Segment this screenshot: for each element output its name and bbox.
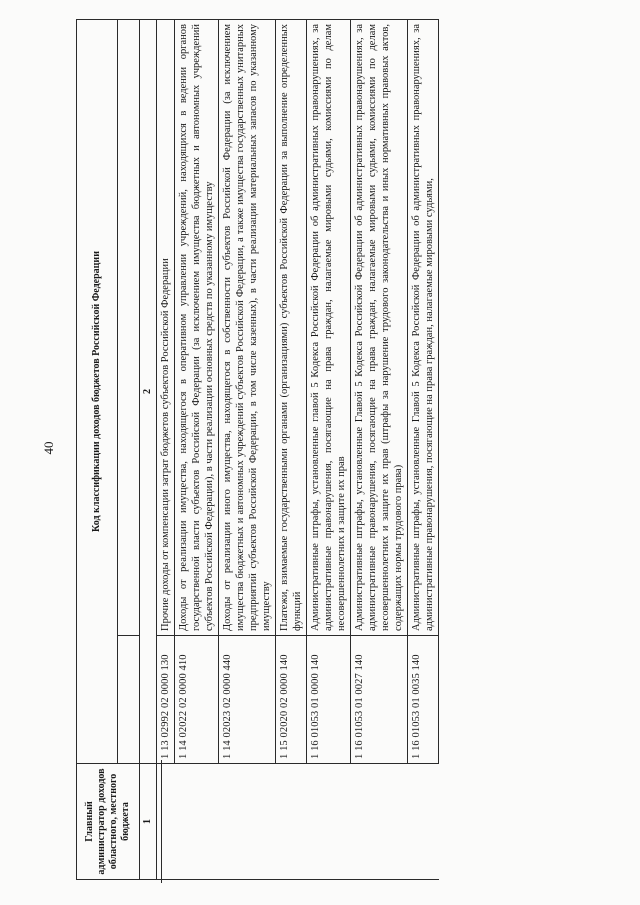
column-numbers-row bbox=[140, 19, 157, 879]
income-description: Административные штрафы, установленные главой 5 Кодекса Российской Федерации об административных правонарушениях, за административные правонарушения, посягающие на права граждан, налагаемые мировыми судьями, комиссиями по делам несовершеннолетних и защите их прав bbox=[307, 19, 351, 635]
table-row bbox=[157, 19, 175, 879]
income-code: 1 15 02020 02 0000 140 bbox=[276, 636, 307, 764]
income-code: 1 14 02023 02 0000 440 bbox=[219, 636, 276, 764]
table-row bbox=[276, 19, 307, 879]
income-code: 1 14 02022 02 0000 410 bbox=[175, 636, 219, 764]
income-description: Административные штрафы, установленные Главой 5 Кодекса Российской Федерации об административных правонарушениях, за административные правонарушения, посягающие на права граждан, налагаемые мировыми судьями, комиссиями по делам несовершеннолетних и защите их прав (штрафы за нарушение трудового законодательства и иных нормативных правовых актов, содержащих нормы трудового права) bbox=[351, 19, 408, 635]
column-number-2: 2 bbox=[140, 19, 157, 763]
income-code: 1 13 02992 02 0000 130 bbox=[157, 636, 175, 764]
header-administrator: Главный администратор доходов областного, местного бюджета bbox=[77, 764, 140, 880]
income-code: 1 16 01053 01 0035 140 bbox=[408, 636, 439, 764]
table-row bbox=[307, 19, 351, 879]
rotated-table-container bbox=[76, 20, 604, 880]
table-subheader-row bbox=[117, 19, 139, 879]
column-number-1: 1 bbox=[140, 764, 157, 880]
income-description: Доходы от реализации имущества, находящегося в оперативном управлении учреждений, находящихся в ведении органов государственной власти субъектов Российской Федерации (за исключением имущества бюджетных и автономных учреждений субъектов Российской Федерации), в части реализации основных средств по указанному имуществу bbox=[175, 19, 219, 635]
income-code: 1 16 01053 01 0000 140 bbox=[307, 636, 351, 764]
page-number: 40 bbox=[41, 441, 56, 455]
income-description: Доходы от реализации иного имущества, находящегося в собственности субъектов Российской Федерации (за исключением имущества бюджетных и автономных учреждений субъектов Российской Федерации, а также имущества государственных унитарных предприятий субъектов Российской Федерации, в том числе казенных), в части реализации материальных запасов по указанному имуществу bbox=[219, 19, 276, 635]
income-description: Платежи, взимаемые государственными органами (организациями) субъектов Российской Федерации за выполнение определенных функций bbox=[276, 19, 307, 635]
administrator-cell bbox=[157, 764, 439, 880]
table-row bbox=[351, 19, 408, 879]
table-row bbox=[408, 19, 439, 879]
income-code: 1 16 01053 01 0027 140 bbox=[351, 636, 408, 764]
revenue-classification-table bbox=[76, 19, 439, 880]
inner-rule bbox=[157, 760, 162, 883]
header-code-blank bbox=[117, 636, 139, 764]
income-description: Административные штрафы, установленные Главой 5 Кодекса Российской Федерации об административных правонарушениях, за административные правонарушения, посягающие на права граждан, налагаемые мировыми судьями, bbox=[408, 19, 439, 635]
table-header-row bbox=[77, 19, 118, 879]
header-desc-blank bbox=[117, 19, 139, 635]
income-description: Прочие доходы от компенсации затрат бюджетов субъектов Российской Федерации bbox=[157, 19, 175, 635]
header-classification-code: Код классификации доходов бюджетов Российской Федерации bbox=[77, 19, 118, 763]
table-row bbox=[175, 19, 219, 879]
table-row bbox=[219, 19, 276, 879]
